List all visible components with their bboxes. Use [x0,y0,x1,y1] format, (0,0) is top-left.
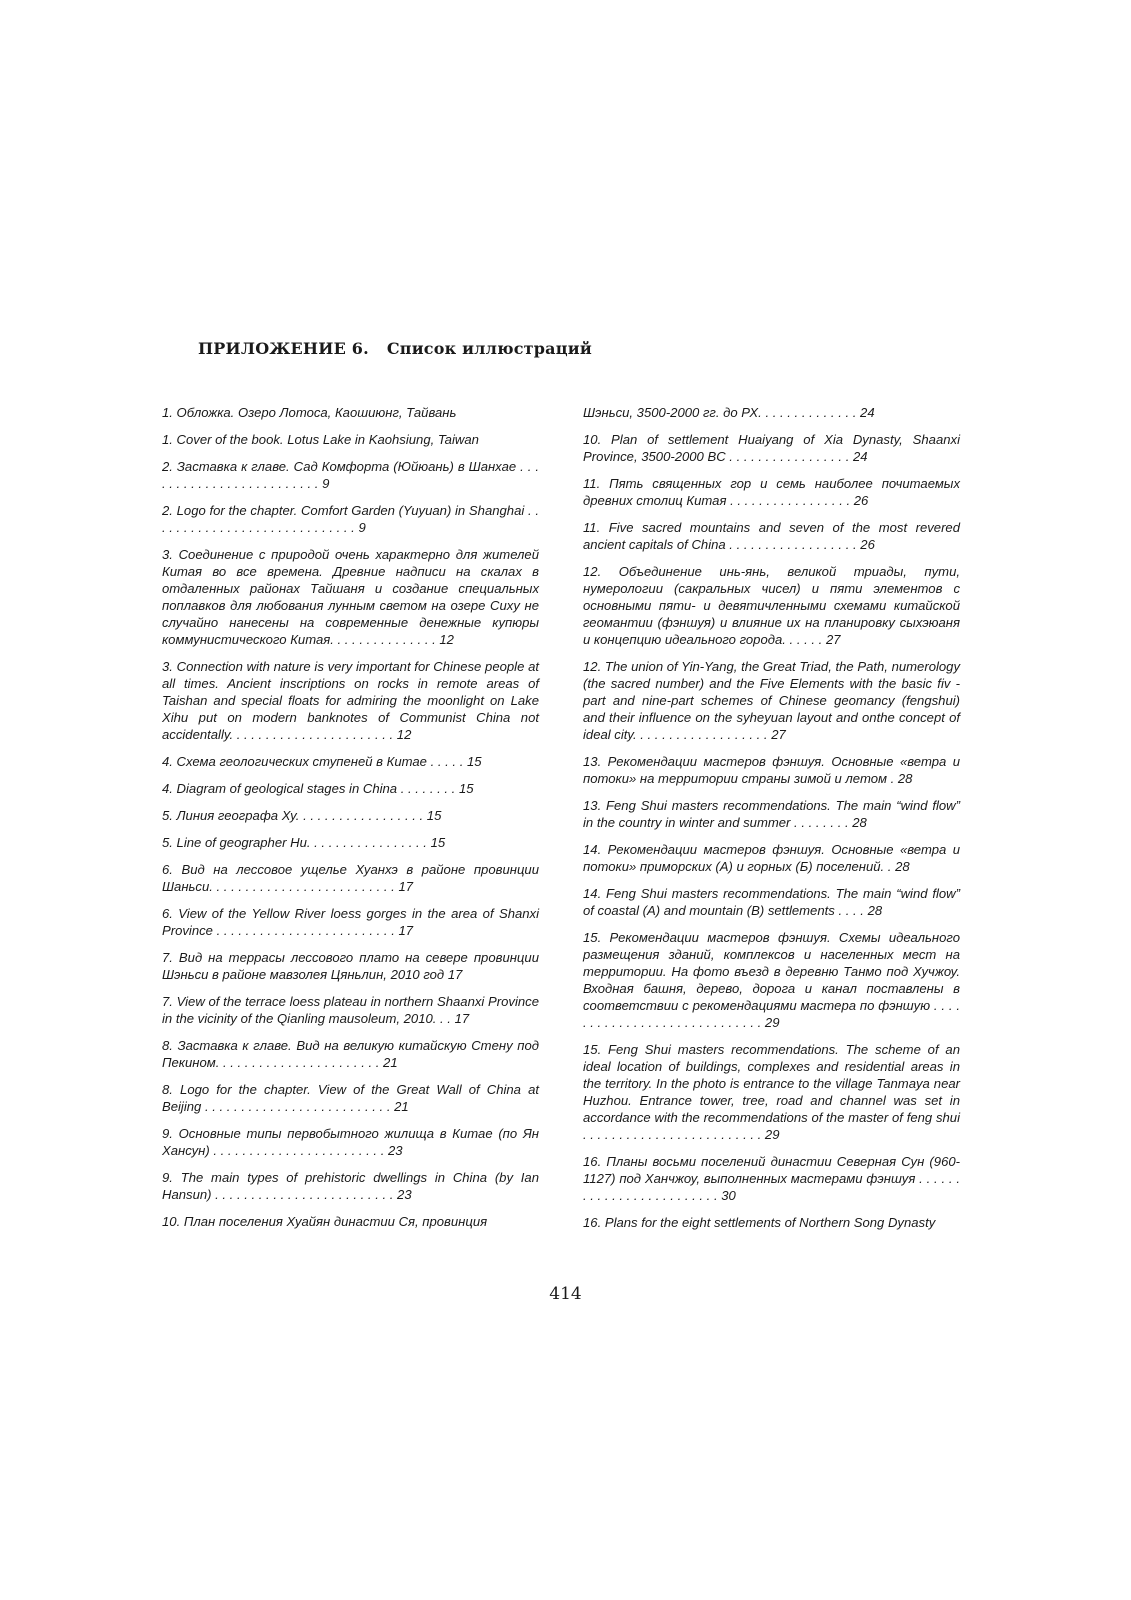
illustration-entry [583,1153,960,1204]
entry-page-number: 29 [764,1127,780,1142]
illustration-entry [162,780,539,797]
entry-page-number: 21 [394,1099,409,1114]
entry-page-number: 9 [322,476,330,491]
right-column [583,404,960,1241]
entry-page-number: 17 [398,923,414,938]
illustration-entry [583,1214,960,1231]
entry-text: 16. Plans for the eight settlements of Northern Song Dynasty [583,1215,936,1230]
entry-page-number: 28 [852,815,867,830]
entry-page-number: 17 [398,879,414,894]
illustration-entry [583,404,960,421]
entry-text: 15. Feng Shui masters recommendations. The scheme of an ideal location of buildings, complexes and residential areas in the territory. In the photo is entrance to the village Tanmaya near Huzhou. Entrance tower, tree, road and channel was set in accordance with the recommendations of the master of feng shui . . . . . . . . . . . . . . . . . . . . . . . . . [583,1042,960,1142]
illustration-entry [162,1125,539,1159]
entry-page-number: 28 [895,859,910,874]
entry-page-number: 28 [897,771,913,786]
entry-page-number: 9 [358,520,366,535]
illustration-entry [162,905,539,939]
entry-page-number: 28 [867,903,883,918]
illustration-entry [583,797,960,831]
illustration-entry [583,475,960,509]
entry-text: 8. Заставка к главе. Вид на великую китайскую Стену под Пекином. . . . . . . . . . . . . . . . . . . . . . . [162,1038,539,1070]
entry-text: 14. Feng Shui masters recommendations. The main “wind flow” of coastal (A) and mountain (B) settlements . . . . [583,886,960,918]
entry-text: Шэньси, 3500-2000 гг. до РХ. . . . . . . . . . . . . . [583,405,857,420]
entry-page-number: 24 [860,405,875,420]
entry-page-number: 12 [396,727,412,742]
entry-text: 7. Вид на террасы лессового плато на севере провинции Шэньси в районе мавзолея Цяньлин, 2010 год [162,950,539,982]
illustration-entry [162,1037,539,1071]
entry-text: 3. Соединение с природой очень характерно для жителей Китая во все времена. Древние надписи на скалах в отдаленных районах Тайшаня и создание специальных поплавков для любования лунным светом на озере Сиху не случайно нанесены на современные денежные купюры коммунистического Китая. . . . . . . . . . . . . . . [162,547,539,647]
page-number: 414 [549,1284,582,1304]
entry-page-number: 15 [430,835,446,850]
illustration-entry [162,834,539,851]
entry-text: 8. Logo for the chapter. View of the Great Wall of China at Beijing . . . . . . . . . . . . . . . . . . . . . . . . . . [162,1082,539,1114]
illustration-entry [583,841,960,875]
entry-page-number: 15 [466,754,482,769]
entry-text: 12. The union of Yin-Yang, the Great Triad, the Path, numerology (the sacred number) and the Five Elements with the basic fiv -part and nine-part schemes of Chinese geomancy (fengshui) and their influence on the syheyuan layout and onthe concept of ideal city. . . . . . . . . . . . . . . . . . . [583,659,960,742]
entry-text: 5. Линия географа Ху. . . . . . . . . . . . . . . . . . [162,808,424,823]
illustration-entry [583,431,960,465]
entry-text: 10. Plan of settlement Huaiyang of Xia Dynasty, Shaanxi Province, 3500-2000 BC . . . . . . . . . . . . . . . . . [583,432,960,464]
entry-text: 7. View of the terrace loess plateau in northern Shaanxi Province in the vicinity of the Qianling mausoleum, 2010. . . [162,994,539,1026]
entry-page-number: 15 [426,808,442,823]
illustration-entry [162,1213,539,1230]
entry-text: 4. Схема геологических ступеней в Китае . . . . . [162,754,464,769]
entry-text: 14. Рекомендации мастеров фэншуя. Основные «ветра и потоки» приморских (А) и горных (Б) поселений. . [583,842,960,874]
entry-text: 13. Feng Shui masters recommendations. The main “wind flow” in the country in winter and summer . . . . . . . . [583,798,960,830]
entry-page-number: 29 [764,1015,780,1030]
illustration-entry [162,404,539,421]
illustration-entry [583,1041,960,1143]
entry-text: 6. View of the Yellow River loess gorges in the area of Shanxi Province . . . . . . . . . . . . . . . . . . . . . . . . . [162,906,539,938]
entry-text: 13. Рекомендации мастеров фэншуя. Основные «ветра и потоки» на территории страны зимой и летом . [583,754,960,786]
illustration-entry [162,861,539,895]
entry-page-number: 30 [721,1188,736,1203]
entry-page-number: 27 [825,632,841,647]
entry-text: 9. Основные типы первобытного жилища в Китае (по Ян Хансун) . . . . . . . . . . . . . . . . . . . . . . . . [162,1126,539,1158]
entry-text: 16. Планы восьми поселений династии Северная Сун (960-1127) под Ханчжоу, выполненных мастерами фэншуя . . . . . . . . . . . . . . . . . . . . . . . . . [583,1154,960,1203]
entry-page-number: 26 [860,537,875,552]
entry-text: 6. Вид на лессовое ущелье Хуанхэ в районе провинции Шаньси. . . . . . . . . . . . . . . . . . . . . . . . . . [162,862,539,894]
entry-text: 2. Logo for the chapter. Comfort Garden (Yuyuan) in Shanghai . . . . . . . . . . . . . . . . . . . . . . . . . . . . . [162,503,539,535]
entry-text: 15. Рекомендации мастеров фэншуя. Схемы идеального размещения зданий, комплексов и населенных мест на территории. На фото въезд в деревню Танмо под Хучжоу. Входная башня, дерево, дорога и канал поставлены в соответствии с рекомендациями мастера по фэншую . . . . . . . . . . . . . . . . . . . . . . . . . . . . . [583,930,960,1030]
illustration-entry [162,431,539,448]
entry-page-number: 17 [447,967,463,982]
entry-text: 10. План поселения Хуайян династии Ся, провинция [162,1214,488,1229]
illustration-entry [162,807,539,824]
entry-text: 12. Объединение инь-янь, великой триады, пути, нумерологии (сакральных чисел) и пяти элементов с основными пяти- и девятичленными схемами китайской геомантии (фэншуя) и влияние их на планировку сыхэюаня и концепцию идеального города. . . . . . [583,564,960,647]
entry-page-number: 24 [853,449,868,464]
illustration-entry [583,519,960,553]
appendix-label: ПРИЛОЖЕНИЕ 6. [198,339,369,358]
illustration-entry [583,885,960,919]
entry-text: 3. Connection with nature is very important for Chinese people at all times. Ancient inscriptions on rocks in remote areas of Taishan and special floats for admiring the moonlight on Lake Xihu put on modern banknotes of Communist China not accidentally. . . . . . . . . . . . . . . . . . . . . . . [162,659,539,742]
illustration-entry [583,753,960,787]
entry-page-number: 21 [383,1055,398,1070]
entry-page-number: 12 [439,632,454,647]
illustration-entry [162,993,539,1027]
entry-page-number: 17 [454,1011,470,1026]
entry-text: 5. Line of geographer Hu. . . . . . . . . . . . . . . . . [162,835,427,850]
entry-page-number: 23 [397,1187,412,1202]
illustration-entry [583,929,960,1031]
entry-text: 1. Cover of the book. Lotus Lake in Kaohsiung, Taiwan [162,432,479,447]
illustration-entry [583,658,960,743]
entry-page-number: 15 [458,781,474,796]
illustration-entry [162,753,539,770]
illustration-entry [162,1169,539,1203]
entry-text: 1. Обложка. Озеро Лотоса, Каошиюнг, Тайвань [162,405,457,420]
entry-page-number: 27 [771,727,786,742]
entry-text: 11. Five sacred mountains and seven of the most revered ancient capitals of China . . . . . . . . . . . . . . . . . . [583,520,960,552]
page-title [198,339,592,358]
entry-text: 2. Заставка к главе. Сад Комфорта (Юйюань) в Шанхае . . . . . . . . . . . . . . . . . . . . . . . . . [162,459,539,491]
entry-text: 11. Пять священных гор и семь наиболее почитаемых древних столиц Китая . . . . . . . . . . . . . . . . . [583,476,960,508]
left-column [162,404,539,1240]
entry-text: 9. The main types of prehistoric dwellings in China (by Ian Hansun) . . . . . . . . . . . . . . . . . . . . . . . . . [162,1170,539,1202]
illustration-entry [583,563,960,648]
illustration-entry [162,949,539,983]
appendix-title: Список иллюстраций [386,339,592,358]
entry-text: 4. Diagram of geological stages in China . . . . . . . . [162,781,456,796]
entry-page-number: 26 [853,493,869,508]
illustration-entry [162,502,539,536]
illustration-entry [162,658,539,743]
entry-page-number: 23 [388,1143,403,1158]
illustration-entry [162,1081,539,1115]
illustration-entry [162,458,539,492]
illustration-entry [162,546,539,648]
